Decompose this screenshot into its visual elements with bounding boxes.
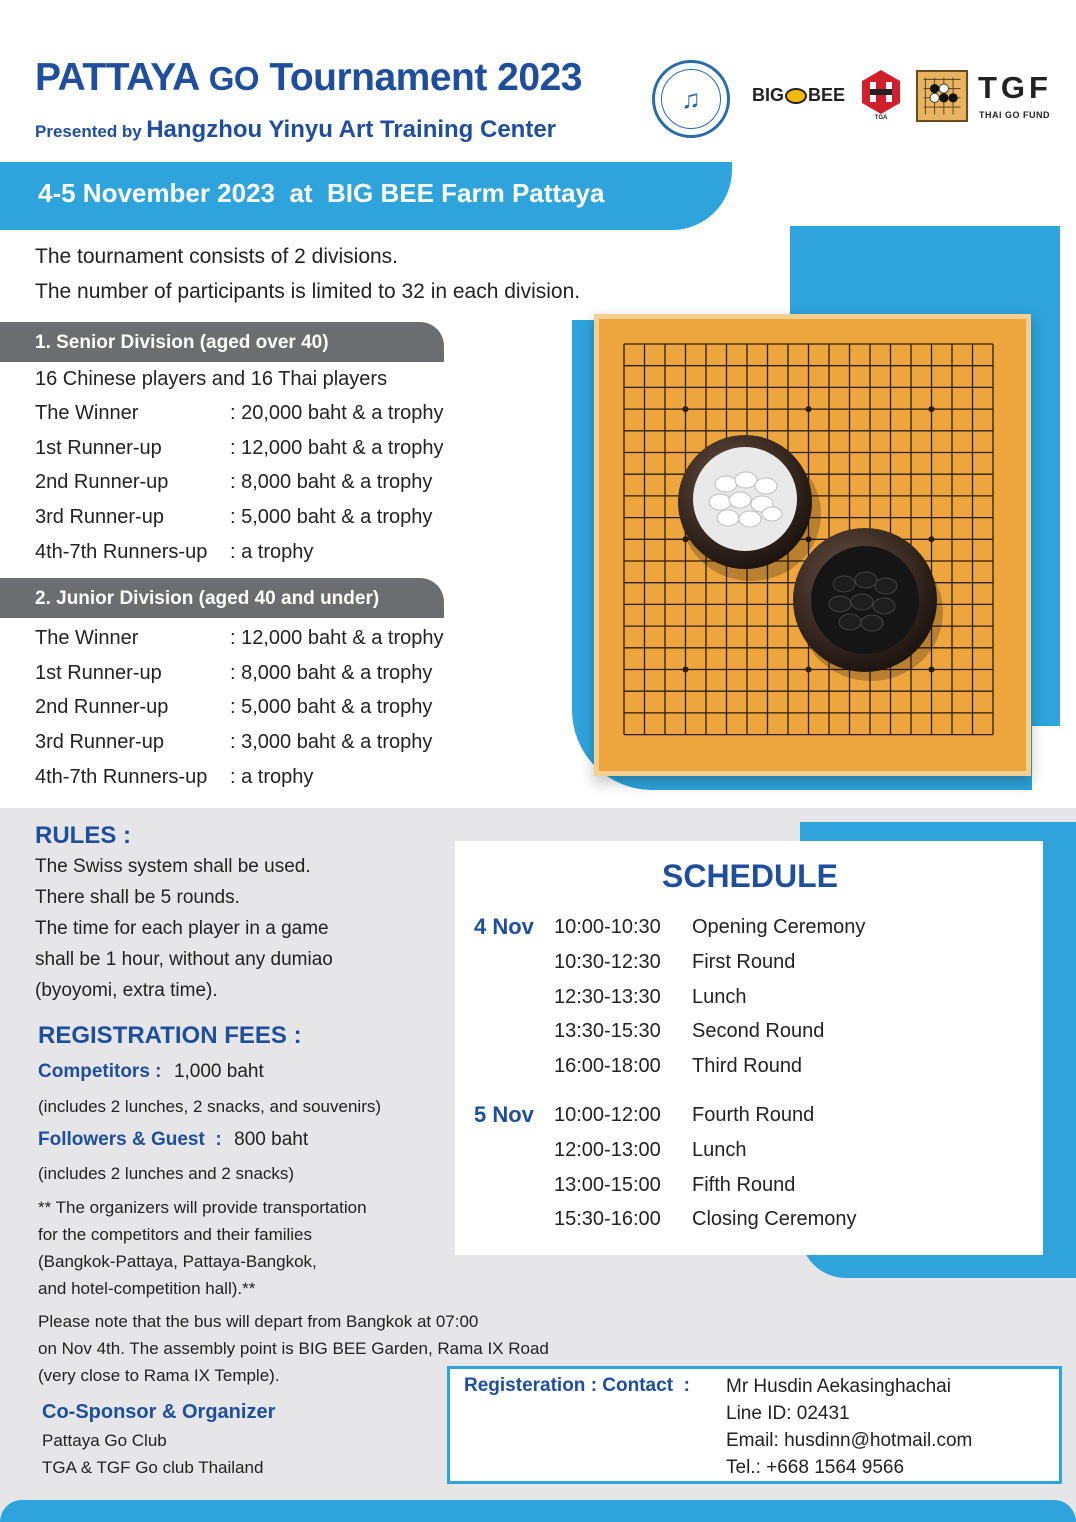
intro-line-1: The tournament consists of 2 divisions. xyxy=(35,245,399,268)
prize-label: The Winner xyxy=(35,627,139,649)
prize-value: : 12,000 baht & a trophy xyxy=(230,627,444,649)
prize-value: : 5,000 baht & a trophy xyxy=(230,506,433,529)
prize-value: : 20,000 baht & a trophy xyxy=(230,402,444,424)
presenter-name: Hangzhou Yinyu Art Training Center xyxy=(146,116,557,143)
schedule-time: 10:00-10:30 xyxy=(554,916,661,938)
page-title xyxy=(35,56,582,100)
rules-line: shall be 1 hour, without any dumiao xyxy=(35,949,333,970)
prize-value: : 8,000 baht & a trophy xyxy=(230,661,433,684)
schedule-event: Second Round xyxy=(692,1020,825,1043)
schedule-event: First Round xyxy=(692,950,796,973)
contact-heading: Registeration : Contact : xyxy=(464,1375,690,1396)
title-go: GO xyxy=(208,60,260,97)
schedule-event: Fourth Round xyxy=(692,1104,815,1126)
schedule-time: 13:00-15:00 xyxy=(554,1173,661,1196)
junior-prize-row xyxy=(35,766,455,792)
schedule-time: 16:00-18:00 xyxy=(554,1055,661,1078)
prize-value: : 3,000 baht & a trophy xyxy=(230,731,433,754)
footer-bar xyxy=(0,1500,1076,1522)
schedule-time: 10:30-12:30 xyxy=(554,950,661,973)
title-main: PATTAYA xyxy=(35,56,199,99)
transport-line: ** The organizers will provide transportation xyxy=(38,1198,367,1217)
competitors-fee xyxy=(38,1061,264,1083)
rules-line: There shall be 5 rounds. xyxy=(35,887,240,908)
junior-prize-row xyxy=(35,696,455,722)
prize-label: 4th-7th Runners-up xyxy=(35,765,208,788)
tga-logo xyxy=(858,68,904,120)
sponsor-line: TGA & TGF Go club Thailand xyxy=(42,1458,264,1477)
prize-label: 1st Runner-up xyxy=(35,436,162,459)
go-board-grid xyxy=(594,314,1031,776)
bus-line: Please note that the bus will depart from Bangkok at 07:00 xyxy=(38,1312,479,1331)
presented-by-label: Presented by xyxy=(35,122,142,141)
fees-heading: REGISTRATION FEES : xyxy=(38,1022,302,1049)
prize-value: : 5,000 baht & a trophy xyxy=(230,696,433,719)
sponsor-heading: Co-Sponsor & Organizer xyxy=(42,1401,276,1423)
tgf-board-icon xyxy=(916,70,968,122)
transport-line: for the competitors and their families xyxy=(38,1225,313,1244)
yinyu-logo-mark-icon: ♫ xyxy=(661,69,721,129)
competitors-label: Competitors : xyxy=(38,1061,162,1082)
junior-division-heading: 2. Junior Division (aged 40 and under) xyxy=(35,588,380,609)
tgf-logo-text: TGF xyxy=(978,70,1052,105)
rules-line: The time for each player in a game xyxy=(35,918,329,939)
prize-label: 2nd Runner-up xyxy=(35,696,169,719)
yinyu-logo xyxy=(652,60,730,138)
transport-line: (Bangkok-Pattaya, Pattaya-Bangkok, xyxy=(38,1252,317,1271)
bigbee-logo-left: BIG xyxy=(752,85,785,105)
schedule-time: 15:30-16:00 xyxy=(554,1208,661,1231)
schedule-event: Third Round xyxy=(692,1055,803,1078)
tga-caption: TGA xyxy=(874,115,888,120)
presented-by-line xyxy=(35,116,556,144)
prize-label: 1st Runner-up xyxy=(35,661,162,684)
prize-label: 2nd Runner-up xyxy=(35,471,169,494)
senior-prize-row xyxy=(35,541,455,567)
followers-note: (includes 2 lunches and 2 snacks) xyxy=(38,1164,295,1183)
senior-prize-row xyxy=(35,471,455,497)
prize-value: : a trophy xyxy=(230,765,314,788)
contact-phone: Tel.: +668 1564 9566 xyxy=(726,1457,905,1478)
senior-division-heading: 1. Senior Division (aged over 40) xyxy=(35,332,329,353)
contact-name: Mr Husdin Aekasinghachai xyxy=(726,1376,951,1397)
senior-prize-row xyxy=(35,506,455,532)
prize-value: : 8,000 baht & a trophy xyxy=(230,471,433,494)
bee-icon xyxy=(785,88,807,104)
prize-label: 3rd Runner-up xyxy=(35,731,164,754)
followers-value: 800 baht xyxy=(234,1129,309,1150)
prize-label: 4th-7th Runners-up xyxy=(35,540,208,563)
prize-value: : a trophy xyxy=(230,540,314,563)
senior-division-note: 16 Chinese players and 16 Thai players xyxy=(35,368,388,390)
date-banner-text: 4-5 November 2023 at BIG BEE Farm Pattaya xyxy=(38,178,605,208)
junior-prize-row xyxy=(35,731,455,757)
contact-line-id: Line ID: 02431 xyxy=(726,1403,850,1424)
prize-label: The Winner xyxy=(35,402,139,424)
bus-line: on Nov 4th. The assembly point is BIG BEE Garden, Rama IX Road xyxy=(38,1339,549,1358)
schedule-event: Opening Ceremony xyxy=(692,916,866,938)
title-rest: Tournament 2023 xyxy=(269,56,582,99)
prize-value: : 12,000 baht & a trophy xyxy=(230,436,444,459)
bigbee-logo-right: BEE xyxy=(808,85,846,105)
contact-email: Email: husdinn@hotmail.com xyxy=(726,1430,973,1451)
schedule-event: Lunch xyxy=(692,985,747,1008)
followers-fee xyxy=(38,1129,308,1151)
transport-line: and hotel-competition hall).** xyxy=(38,1279,256,1298)
schedule-time: 10:00-12:00 xyxy=(554,1104,661,1126)
rules-line: (byoyomi, extra time). xyxy=(35,980,218,1001)
schedule-title: SCHEDULE xyxy=(661,858,838,894)
senior-prize-row xyxy=(35,437,455,463)
bigbee-logo xyxy=(752,85,845,106)
competitors-note: (includes 2 lunches, 2 snacks, and souvenirs) xyxy=(38,1097,382,1116)
schedule-day-1: 4 Nov xyxy=(474,914,534,939)
junior-prize-row xyxy=(35,627,455,653)
schedule-time: 13:30-15:30 xyxy=(554,1020,661,1043)
senior-prize-row xyxy=(35,402,455,428)
junior-prize-row xyxy=(35,662,455,688)
schedule-event: Closing Ceremony xyxy=(692,1208,857,1231)
schedule-time: 12:00-13:00 xyxy=(554,1138,661,1161)
bus-line: (very close to Rama IX Temple). xyxy=(38,1366,280,1385)
intro-line-2: The number of participants is limited to 32 in each division. xyxy=(35,280,581,303)
tgf-logo-sub: THAI GO FUND xyxy=(979,110,1050,120)
competitors-value: 1,000 baht xyxy=(173,1061,264,1082)
prize-label: 3rd Runner-up xyxy=(35,506,164,529)
schedule-event: Fifth Round xyxy=(692,1173,796,1196)
followers-label: Followers & Guest : xyxy=(38,1129,222,1150)
schedule-event: Lunch xyxy=(692,1138,747,1161)
schedule-time: 12:30-13:30 xyxy=(554,985,661,1008)
rules-line: The Swiss system shall be used. xyxy=(35,856,311,877)
schedule-day-2: 5 Nov xyxy=(474,1102,534,1127)
rules-heading: RULES : xyxy=(35,822,131,849)
sponsor-line: Pattaya Go Club xyxy=(42,1431,167,1450)
